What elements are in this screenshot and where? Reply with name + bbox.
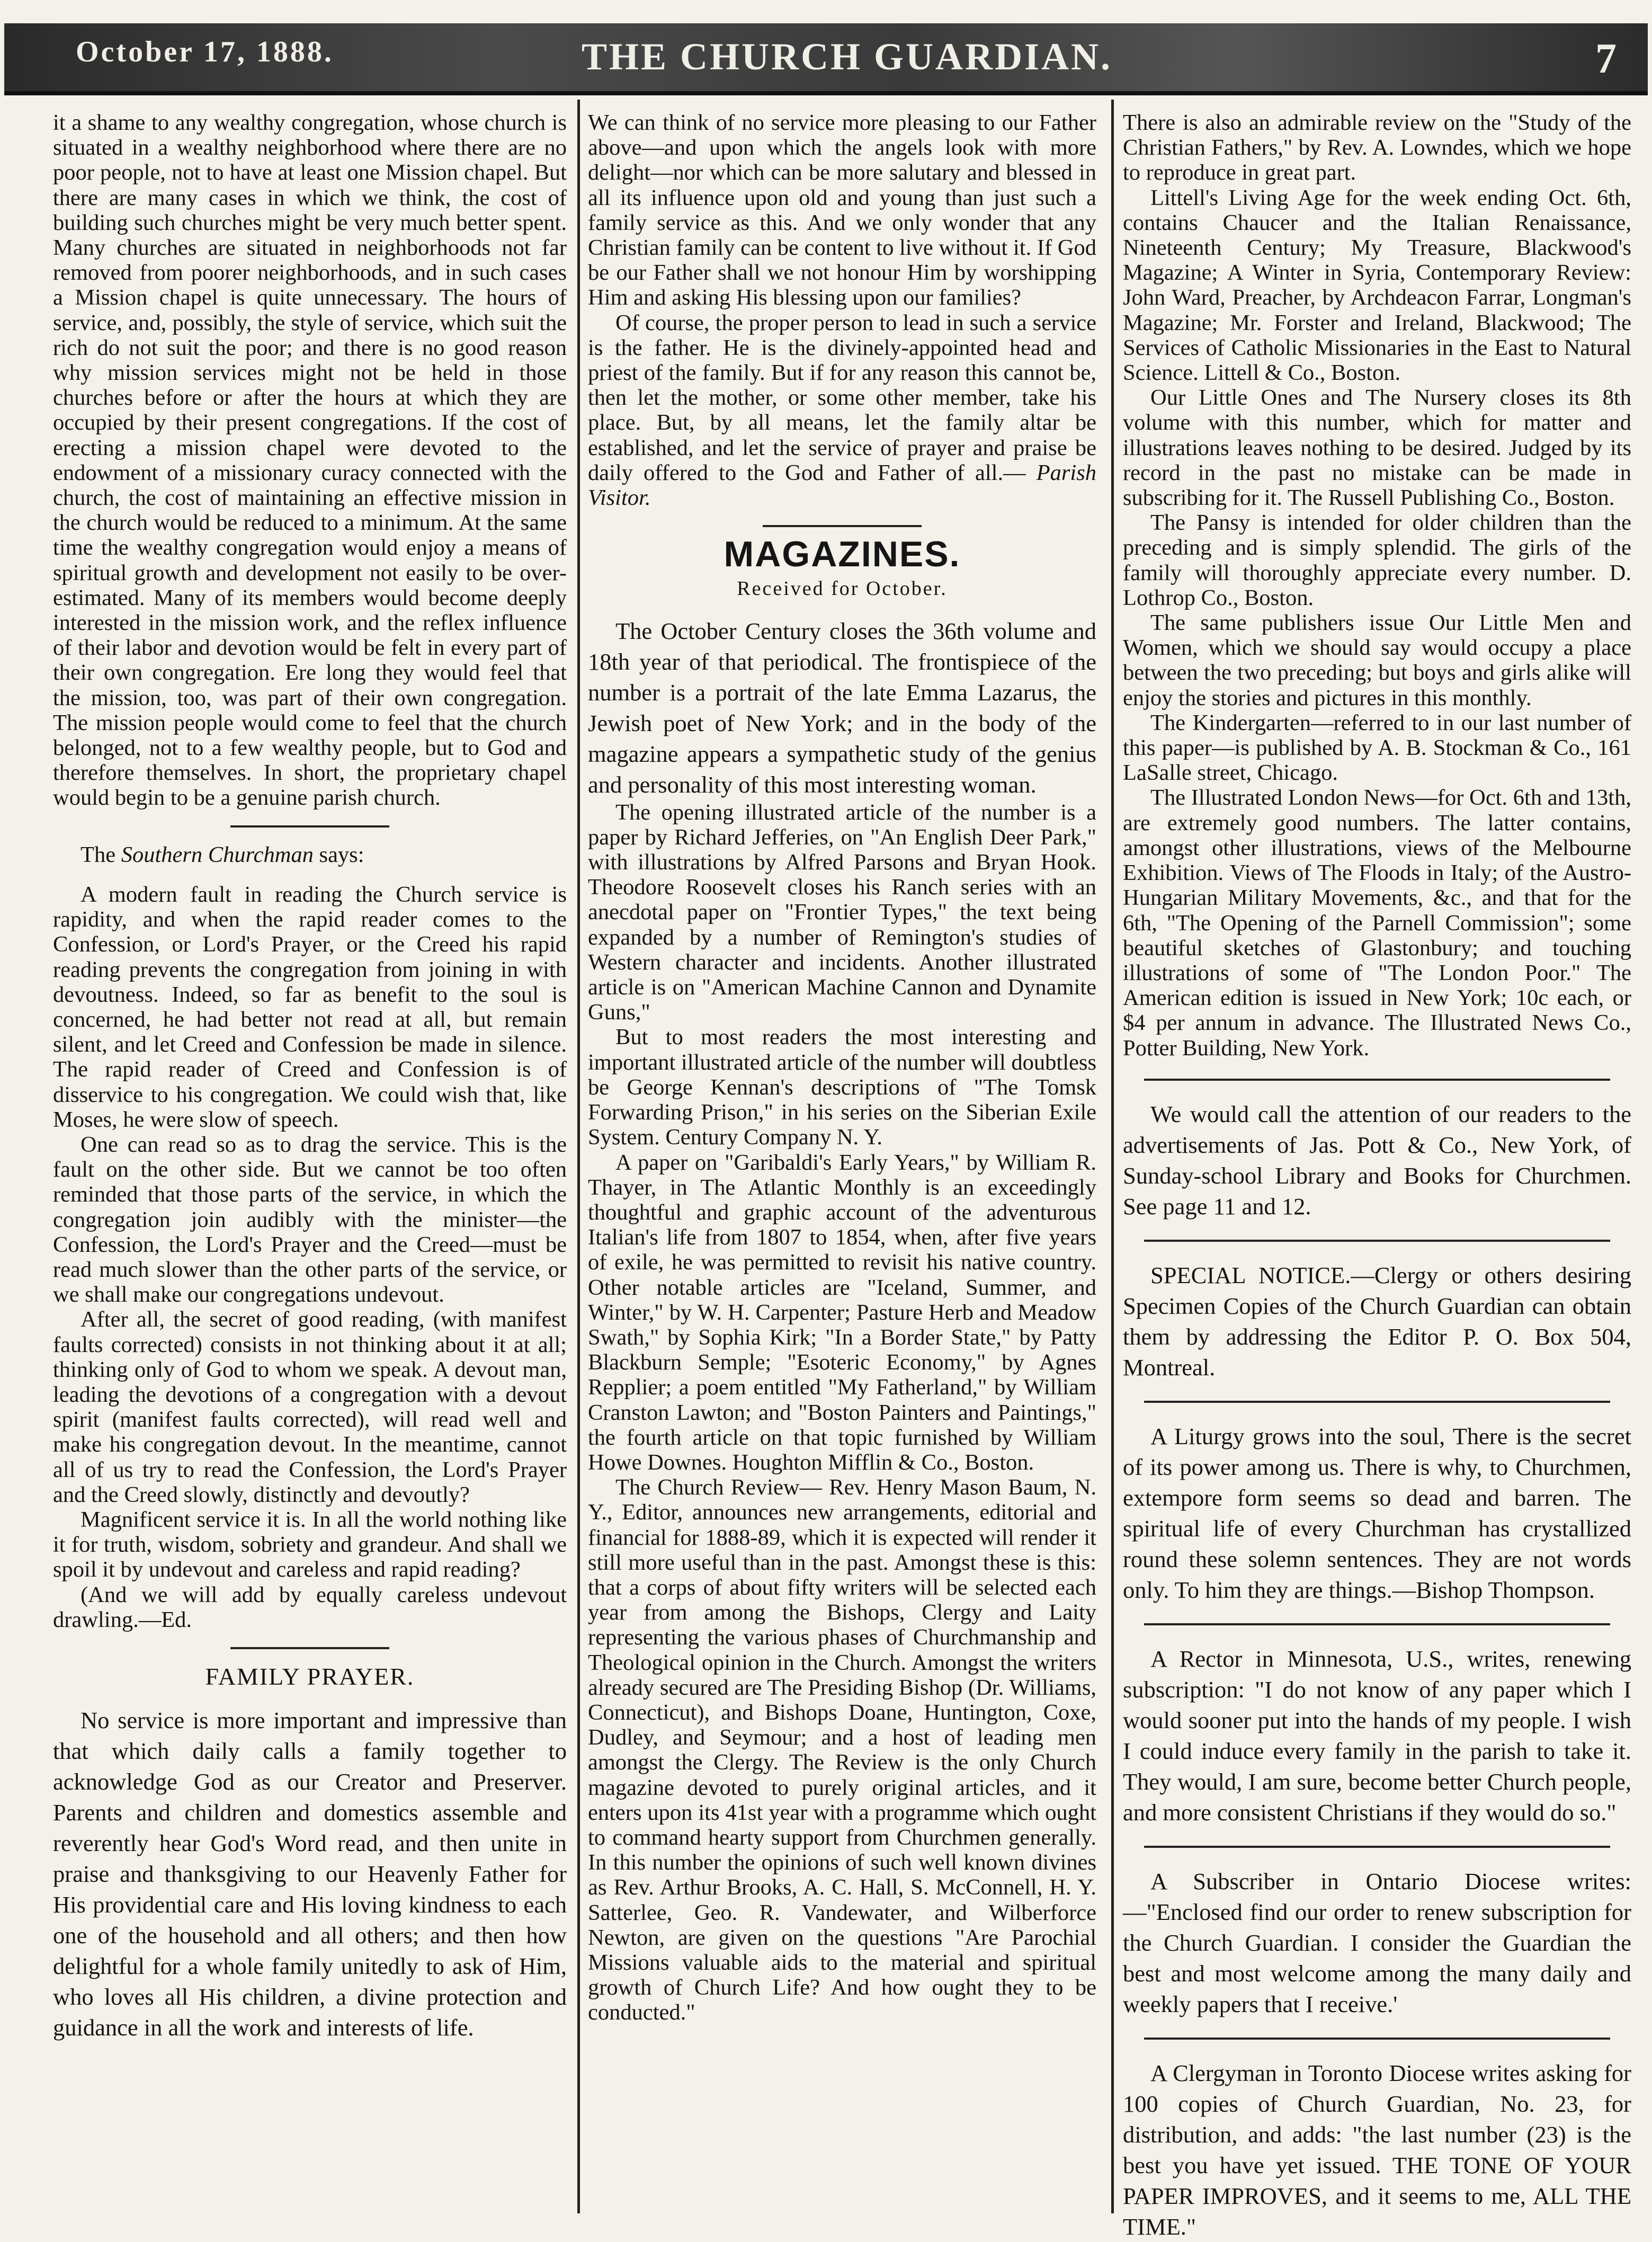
issue-date: October 17, 1888. [76, 35, 334, 68]
section-heading: MAGAZINES. [724, 534, 961, 575]
section-rule [1144, 2038, 1610, 2040]
column-3 [1123, 110, 1631, 2240]
page-number: 7 [1595, 35, 1619, 82]
section-rule [230, 825, 389, 828]
magazine-notice: A paper on "Garibaldi's Early Years," by William R. Thayer, in The Atlantic Monthly is an exceedingly thoughtful and graphic account of the adventurous Italian's life from 1807 to 1854, when, after five years of exile, he was permitted to revisit his native country. Other notable articles are "Iceland, Summer, and Winter," by W. H. Carpenter; Pasture Herb and Meadow Swath," by Sophia Kirk; "In a Border State," by Patty Blackburn Semple; "Esoteric Economy," by Agnes Repplier; a poem entitled "My Fatherland," by William Cranston Lawton; and "Boston Painters and Paintings," the fourth article on that topic furnished by William Howe Downes. Houghton Mifflin & Co., Boston. [588, 1150, 1096, 1475]
section-rule [1144, 1079, 1610, 1081]
section-rule [1144, 1846, 1610, 1848]
magazine-notice: The Pansy is intended for older children than the preceding and is simply splendid. The girls of the family will thoroughly appreciate every number. D. Lothrop Co., Boston. [1123, 510, 1631, 610]
magazine-notice: The same publishers issue Our Little Men and Women, which we should say would occupy a place between the two preceding; but boys and girls alike will enjoy the stories and pictures in this monthly. [1123, 610, 1631, 710]
article-paragraph: it a shame to any wealthy congregation, whose church is situated in a wealthy neighborhood where there are no poor people, not to have at least one Mission chapel. But there are many cases in which we think, the cost of building such churches might be very much better spent. Many churches are situated in neighborhoods not far removed from poorer neighborhoods, and in such cases a Mission chapel is quite unnecessary. The hours of service, and, possibly, the style of service, which suit the rich do not suit the poor; and there is no good reason why mission services might not be held in those churches before or after the hours at which they are occupied by their present congregations. If the cost of erecting a mission chapel were devoted to the endowment of a missionary curacy connected with the church, the cost of maintaining an effective mission in the church would be reduced to a minimum. At the same time the wealthy congregation would enjoy a means of spiritual growth and development not easily to be over-estimated. Many of its members would become deeply interested in the mission work, and the reflex influence of their labor and devotion would be felt in every part of their own congregation. Ere long they would feel that the mission, too, was part of their own congregation. The mission people would come to feel that the church belonged, not to a few wealthy people, but to God and therefore themselves. In short, the proprietary chapel would begin to be a genuine parish church. [53, 110, 567, 811]
article-paragraph: Of course, the proper person to lead in such a service is the father. He is the divinely-appointed head and priest of the family. But if for any reason this cannot be, then let the mother, or some other member, take his place. But, by all means, let the family altar be established, and let the service of prayer and praise be daily offered to the God and Father of all.— Parish Visitor. [588, 310, 1097, 511]
magazine-notice: Our Little Ones and The Nursery closes its 8th volume with this number, which for matter and illustrations leaves nothing to be desired. Judged by its record in the past no mistake can be made in subscribing for it. The Russell Publishing Co., Boston. [1123, 385, 1631, 511]
quote-paragraph: A modern fault in reading the Church service is rapidity, and when the rapid reader comes to the Confession, or Lord's Prayer, or the Creed his rapid reading prevents the congregation from joining in with devoutness. Indeed, so far as benefit to the soul is concerned, he had better not read at all, but remain silent, and let Creed and Confession be made in silence. The rapid reader of Creed and Confession is of disservice to his congregation. We could wish that, like Moses, he were slow of speech. [53, 882, 567, 1132]
magazine-notice: The Kindergarten—referred to in our last number of this paper—is published by A. B. Stockman & Co., 161 LaSalle street, Chicago. [1123, 710, 1631, 786]
editor-note: (And we will add by equally careless undevout drawling.—Ed. [53, 1582, 567, 1632]
newspaper-title: THE CHURCH GUARDIAN. [582, 35, 1113, 78]
magazine-notice: There is also an admirable review on the "Study of the Christian Fathers," by Rev. A. Lowndes, which we hope to reproduce in great part. [1123, 110, 1631, 185]
column-divider [577, 100, 580, 2213]
magazine-notice: The Illustrated London News—for Oct. 6th and 13th, are extremely good numbers. The latter contains, amongst other illustrations, views of the Melbourne Exhibition. Views of The Floods in Italy; of the Austro-Hungarian Military Movements, &c., and that for the 6th, "The Opening of the Parnell Commission"; some beautiful sketches of Glastonbury; and touching illustrations of some of "The London Poor." The American edition is issued in New York; 10c each, or $4 per annum in advance. The Illustrated News Co., Potter Building, New York. [1123, 785, 1631, 1061]
section-rule [1144, 1240, 1610, 1242]
article-paragraph: No service is more important and impressive than that which daily calls a family together to acknowledge God as our Creator and Preserver. Parents and children and domestics assemble and reverently hear God's Word read, and then unite in praise and thanksgiving to our Heavenly Father for His providential care and His loving kindness to each one of the household and all others; and then how delightful for a whole family unitedly to ask of Him, who loves all His children, a divine protection and guidance in all the work and interests of life. [53, 1707, 567, 2041]
section-rule [1144, 1401, 1610, 1403]
magazine-notice: The opening illustrated article of the number is a paper by Richard Jefferies, on "An English Deer Park," with illustrations by Alfred Parsons and Bryan Hook. Theodore Roosevelt closes his Ranch series with an anecdotal paper on "Frontier Types," the text being expanded by a number of Remington's studies of Western character and incidents. Another illustrated article is on "American Machine Cannon and Dynamite Guns," [588, 799, 1096, 1025]
quote-intro: The Southern Churchman says: [81, 842, 364, 867]
notice-paragraph: We would call the attention of our readers to the advertisements of Jas. Pott & Co., New York, of Sunday-school Library and Books for Churchmen. See page 11 and 12. [1123, 1100, 1631, 1220]
section-rule [763, 525, 922, 527]
column-1 [53, 110, 567, 2208]
magazine-notice: Littell's Living Age for the week ending Oct. 6th, contains Chaucer and the Italian Renaissance, Nineteenth Century; My Treasure, Blackwood's Magazine; A Winter in Syria, Contemporary Review: John Ward, Preacher, by Archdeacon Farrar, Longman's Magazine; Mr. Forster and Ireland, Blackwood; The Services of Catholic Missionaries in the East to Natural Science. Littell & Co., Boston. [1123, 185, 1631, 386]
section-rule [230, 1647, 389, 1649]
column-divider [1111, 100, 1114, 2213]
section-rule [1144, 1623, 1610, 1625]
notice-paragraph: A Clergyman in Toronto Diocese writes asking for 100 copies of Church Guardian, No. 23, for distribution, and adds: "the last number (23) is the best you have yet issued. THE TONE OF YOUR PAPER IMPROVES, and it seems to me, ALL THE TIME." [1123, 2059, 1631, 2240]
section-heading: FAMILY PRAYER. [205, 1662, 415, 1690]
notice-paragraph: A Liturgy grows into the soul, There is the secret of its power among us. There is why, to Churchmen, extempore form seems so dead and barren. The spiritual life of every Churchman has crystallized round these solemn sentences. They are not words only. To him they are things.—Bishop Thompson. [1123, 1422, 1631, 1603]
column-2 [588, 110, 1096, 2208]
quote-paragraph: One can read so as to drag the service. This is the fault on the other side. But we cannot be too often reminded that those parts of the service, in which the congregation join audibly with the minister—the Confession, the Lord's Prayer and the Creed—must be read much slower than the other parts of the service, or we shall make our congregations undevout. [53, 1132, 567, 1307]
magazine-notice: But to most readers the most interesting and important illustrated article of the number will doubtless be George Kennan's descriptions of "The Tomsk Forwarding Prison," in his series on the Siberian Exile System. Century Company N. Y. [588, 1025, 1096, 1150]
quote-paragraph: After all, the secret of good reading, (with manifest faults corrected) consists in not thinking about it at all; thinking only of God to whom we speak. A devout man, leading the devotions of a congregation with a devout spirit (manifest faults corrected), will read well and make his congregation devout. In the meantime, cannot all of us try to read the Confession, the Lord's Prayer and the Creed slowly, distinctly and devoutly? [53, 1307, 567, 1507]
section-subheading: Received for October. [737, 577, 948, 600]
masthead [4, 23, 1648, 95]
article-paragraph: We can think of no service more pleasing to our Father above—and upon which the angels look with more delight—nor which can be more salutary and blessed in all its influence upon old and young than just such a family service as this. And we only wonder that any Christian family can be content to live without it. If God be our Father shall we not honour Him by worshipping Him and asking His blessing upon our families? [588, 110, 1096, 310]
magazine-notice: The Church Review— Rev. Henry Mason Baum, N. Y., Editor, announces new arrangements, editorial and financial for 1888-89, which it is expected will render it still more useful than in the past. Amongst these is this: that a corps of about fifty writers will be selected each year from among the Bishops, Clergy and Laity representing the various phases of Churchmanship and Theological opinion in the Church. Amongst the writers already secured are The Presiding Bishop (Dr. Williams, Connecticut), and Bishops Doane, Huntington, Coxe, Dudley, and Seymour; and a host of leading men amongst the Clergy. The Review is the only Church magazine devoted to purely original articles, and it enters upon its 41st year with a programme which ought to command hearty support from Churchmen generally. In this number the opinions of such well known divines as Rev. Arthur Brooks, A. C. Hall, S. McConnell, H. Y. Satterlee, Geo. R. Vandewater, and Wilberforce Newton, are given on the questions "Are Parochial Missions valuable aids to the material and spiritual growth of Church Life? And how ought they to be conducted." [588, 1475, 1096, 2025]
special-notice: SPECIAL NOTICE.—Clergy or others desiring Specimen Copies of the Church Guardian can obtain them by addressing the Editor P. O. Box 504, Montreal. [1123, 1261, 1631, 1381]
notice-paragraph: A Rector in Minnesota, U.S., writes, renewing subscription: "I do not know of any paper which I would sooner put into the hands of my people. I wish I could induce every family in the parish to take it. They would, I am sure, become better Church people, and more consistent Christians if they would do so." [1123, 1645, 1631, 1826]
magazine-notice: The October Century closes the 36th volume and 18th year of that periodical. The frontispiece of the number is a portrait of the late Emma Lazarus, the Jewish poet of New York; and in the body of the magazine appears a sympathetic study of the genius and personality of this most interesting woman. [588, 617, 1096, 798]
quote-paragraph: Magnificent service it is. In all the world nothing like it for truth, wisdom, sobriety and grandeur. And shall we spoil it by undevout and careless and rapid reading? [53, 1507, 567, 1582]
notice-paragraph: A Subscriber in Ontario Diocese writes:—"Enclosed find our order to renew subscription for the Church Guardian. I consider the Guardian the best and most welcome among the many daily and weekly papers that I receive.' [1123, 1867, 1631, 2017]
